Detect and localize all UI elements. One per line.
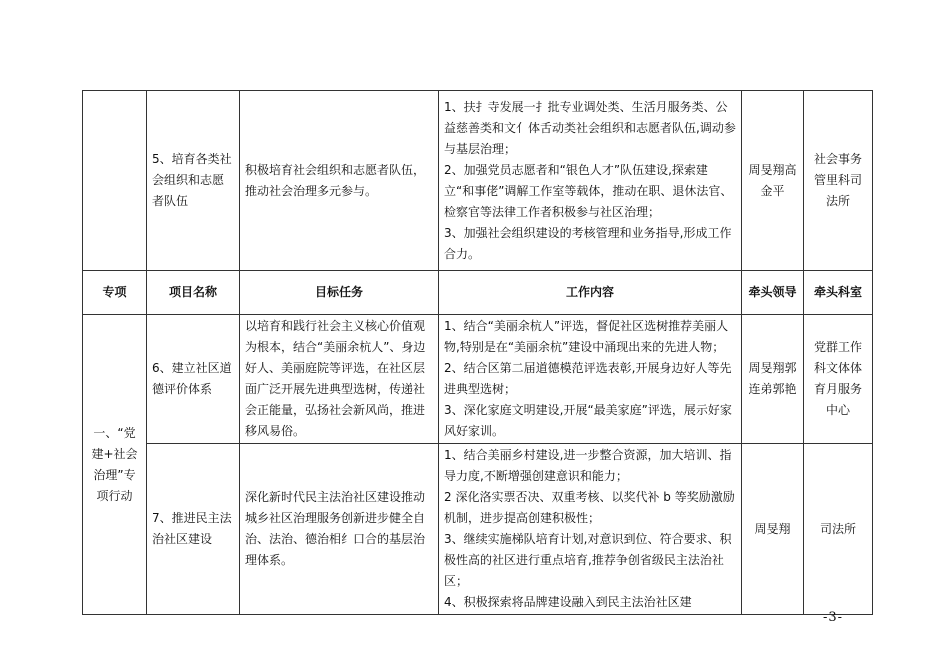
work-item: 3、继续实施梯队培育计划,对意识到位、符合要求、积极性高的社区进行重点培育,推荐争创省级民主法治社区； bbox=[444, 532, 732, 588]
work-item: 3、加强社会组织建设的考核管理和业务指导,形成工作合力。 bbox=[444, 225, 732, 261]
work-item: 2 深化洛实票否决、双重考核、以奖代补 b 等奖励激励机制，进步提高创建积极性； bbox=[444, 490, 735, 525]
goal-cell: 以培育和践行社会主义核心价值观为根本，结合“美丽余杭人”、身边好人、美丽庭院等评选，在社区层面广泛开展先进典型选树，传递社会正能量，弘扬社会新风尚，推进移风易俗。 bbox=[240, 315, 439, 444]
header-category: 专项 bbox=[83, 271, 147, 315]
header-leader: 牵头领导 bbox=[742, 271, 804, 315]
work-item: 1、结合“美丽余杭人”评选，督促社区选树推荐美丽人物,特别是在“美丽余杭”建设中涌现出来的先进人物； bbox=[444, 319, 729, 354]
header-work-content: 工作内容 bbox=[439, 271, 742, 315]
work-content-cell bbox=[439, 444, 742, 615]
project-name-cell: 7、推进民主法治社区建设 bbox=[147, 444, 240, 615]
department-cell: 司法所 bbox=[804, 444, 873, 615]
project-name-cell: 6、建立社区道德评价体系 bbox=[147, 315, 240, 444]
work-item: 3、深化家庭文明建设,开展“最美家庭”评选，展示好家风好家训。 bbox=[444, 403, 732, 438]
project-name-cell: 5、培育各类社会组织和志愿者队伍 bbox=[147, 91, 240, 271]
header-row bbox=[83, 271, 873, 315]
table-row bbox=[83, 444, 873, 615]
department-cell: 党群工作科文体体育月服务中心 bbox=[804, 315, 873, 444]
leader-cell: 周旻翔 bbox=[742, 444, 804, 615]
work-item: 2、结合区第二届道德模范评选表彰,开展身边好人等先进典型选树； bbox=[444, 361, 732, 396]
work-plan-table bbox=[82, 90, 873, 615]
work-item: 4、积极探索将品牌建设融入到民主法治社区建 bbox=[444, 595, 692, 609]
category-cell: 一、“党建+社会治理”专项行动 bbox=[83, 315, 147, 615]
header-project-name: 项目名称 bbox=[147, 271, 240, 315]
leader-cell: 周旻翔郭连弟郭艳 bbox=[742, 315, 804, 444]
goal-cell: 深化新时代民主法治社区建设推动城乡社区治理服务创新进步健全自治、法治、德治相纟口合的基层治理体系。 bbox=[240, 444, 439, 615]
category-cell bbox=[83, 91, 147, 271]
header-goal: 目标任务 bbox=[240, 271, 439, 315]
table-row bbox=[83, 315, 873, 444]
page-number: -3- bbox=[823, 610, 844, 625]
work-content-cell bbox=[439, 315, 742, 444]
table-row bbox=[83, 91, 873, 271]
work-content-cell bbox=[439, 91, 742, 271]
department-cell: 社会事务管里科司法所 bbox=[804, 91, 873, 271]
header-department: 牵头科室 bbox=[804, 271, 873, 315]
leader-cell: 周旻翔高金平 bbox=[742, 91, 804, 271]
work-item: 1、结合美丽乡村建设,进一步整合资源，加大培训、指导力度,不断增强创建意识和能力； bbox=[444, 448, 732, 483]
work-item: 2、加强党员志愿者和“银色人才”队伍建设,探索建立“和事佬”调解工作室等载体，推动在职、退休法官、检察官等法律工作者积极参与社区治理； bbox=[444, 162, 733, 219]
goal-cell: 积极培育社会组织和志愿者队伍，推动社会治理多元参与。 bbox=[240, 91, 439, 271]
work-item: 1、扶扌寺发展一扌批专业调处类、生活月服务类、公益慈善类和文亻体舌动类社会组织和志愿者队伍,调动参与基层治理； bbox=[444, 99, 736, 156]
